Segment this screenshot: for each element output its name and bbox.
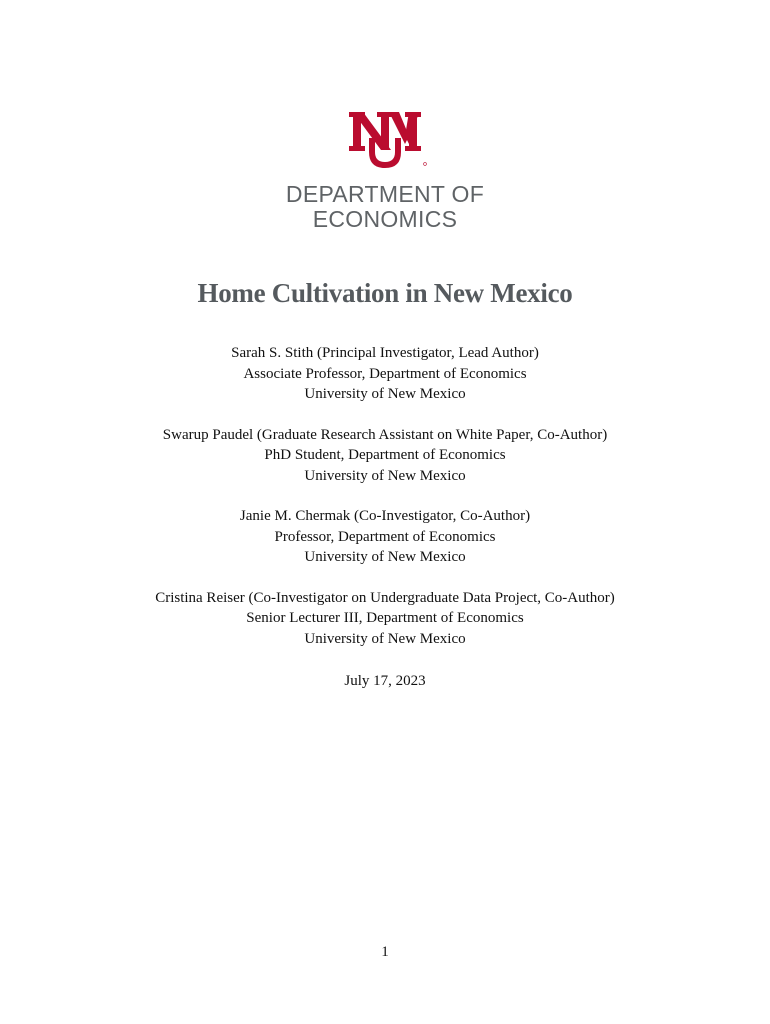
author-affiliation: University of New Mexico	[304, 467, 466, 484]
author-affiliation: University of New Mexico	[304, 386, 466, 402]
author-affiliation: University of New Mexico	[304, 549, 466, 565]
unm-logo-icon	[335, 108, 435, 172]
author-affiliation: University of New Mexico	[304, 630, 466, 647]
author-entry	[0, 343, 770, 405]
author-entry	[0, 425, 770, 487]
author-name-role: Janie M. Chermak (Co-Investigator, Co-Author)	[239, 508, 531, 524]
author-list	[0, 343, 770, 669]
author-position: Professor, Department of Economics	[274, 528, 496, 545]
author-entry	[0, 506, 770, 568]
author-name-role: Sarah S. Stith (Principal Investigator, Lead Author)	[231, 345, 539, 361]
author-name-role: Cristina Reiser (Co-Investigator on Undergraduate Data Project, Co-Author)	[155, 589, 615, 606]
document-date: July 17, 2023	[344, 673, 426, 689]
author-position: Associate Professor, Department of Economics	[243, 365, 527, 382]
author-position: Senior Lecturer III, Department of Economics	[246, 610, 524, 626]
document-title: Home Cultivation in New Mexico	[197, 278, 573, 308]
department-line-2: ECONOMICS	[312, 206, 458, 232]
author-entry	[0, 588, 770, 650]
author-name-role: Swarup Paudel (Graduate Research Assistant on White Paper, Co-Author)	[162, 426, 608, 443]
page-number: 1	[381, 944, 389, 960]
department-logo	[0, 108, 770, 232]
department-line-1: DEPARTMENT OF	[285, 181, 485, 207]
author-position: PhD Student, Department of Economics	[264, 447, 506, 463]
